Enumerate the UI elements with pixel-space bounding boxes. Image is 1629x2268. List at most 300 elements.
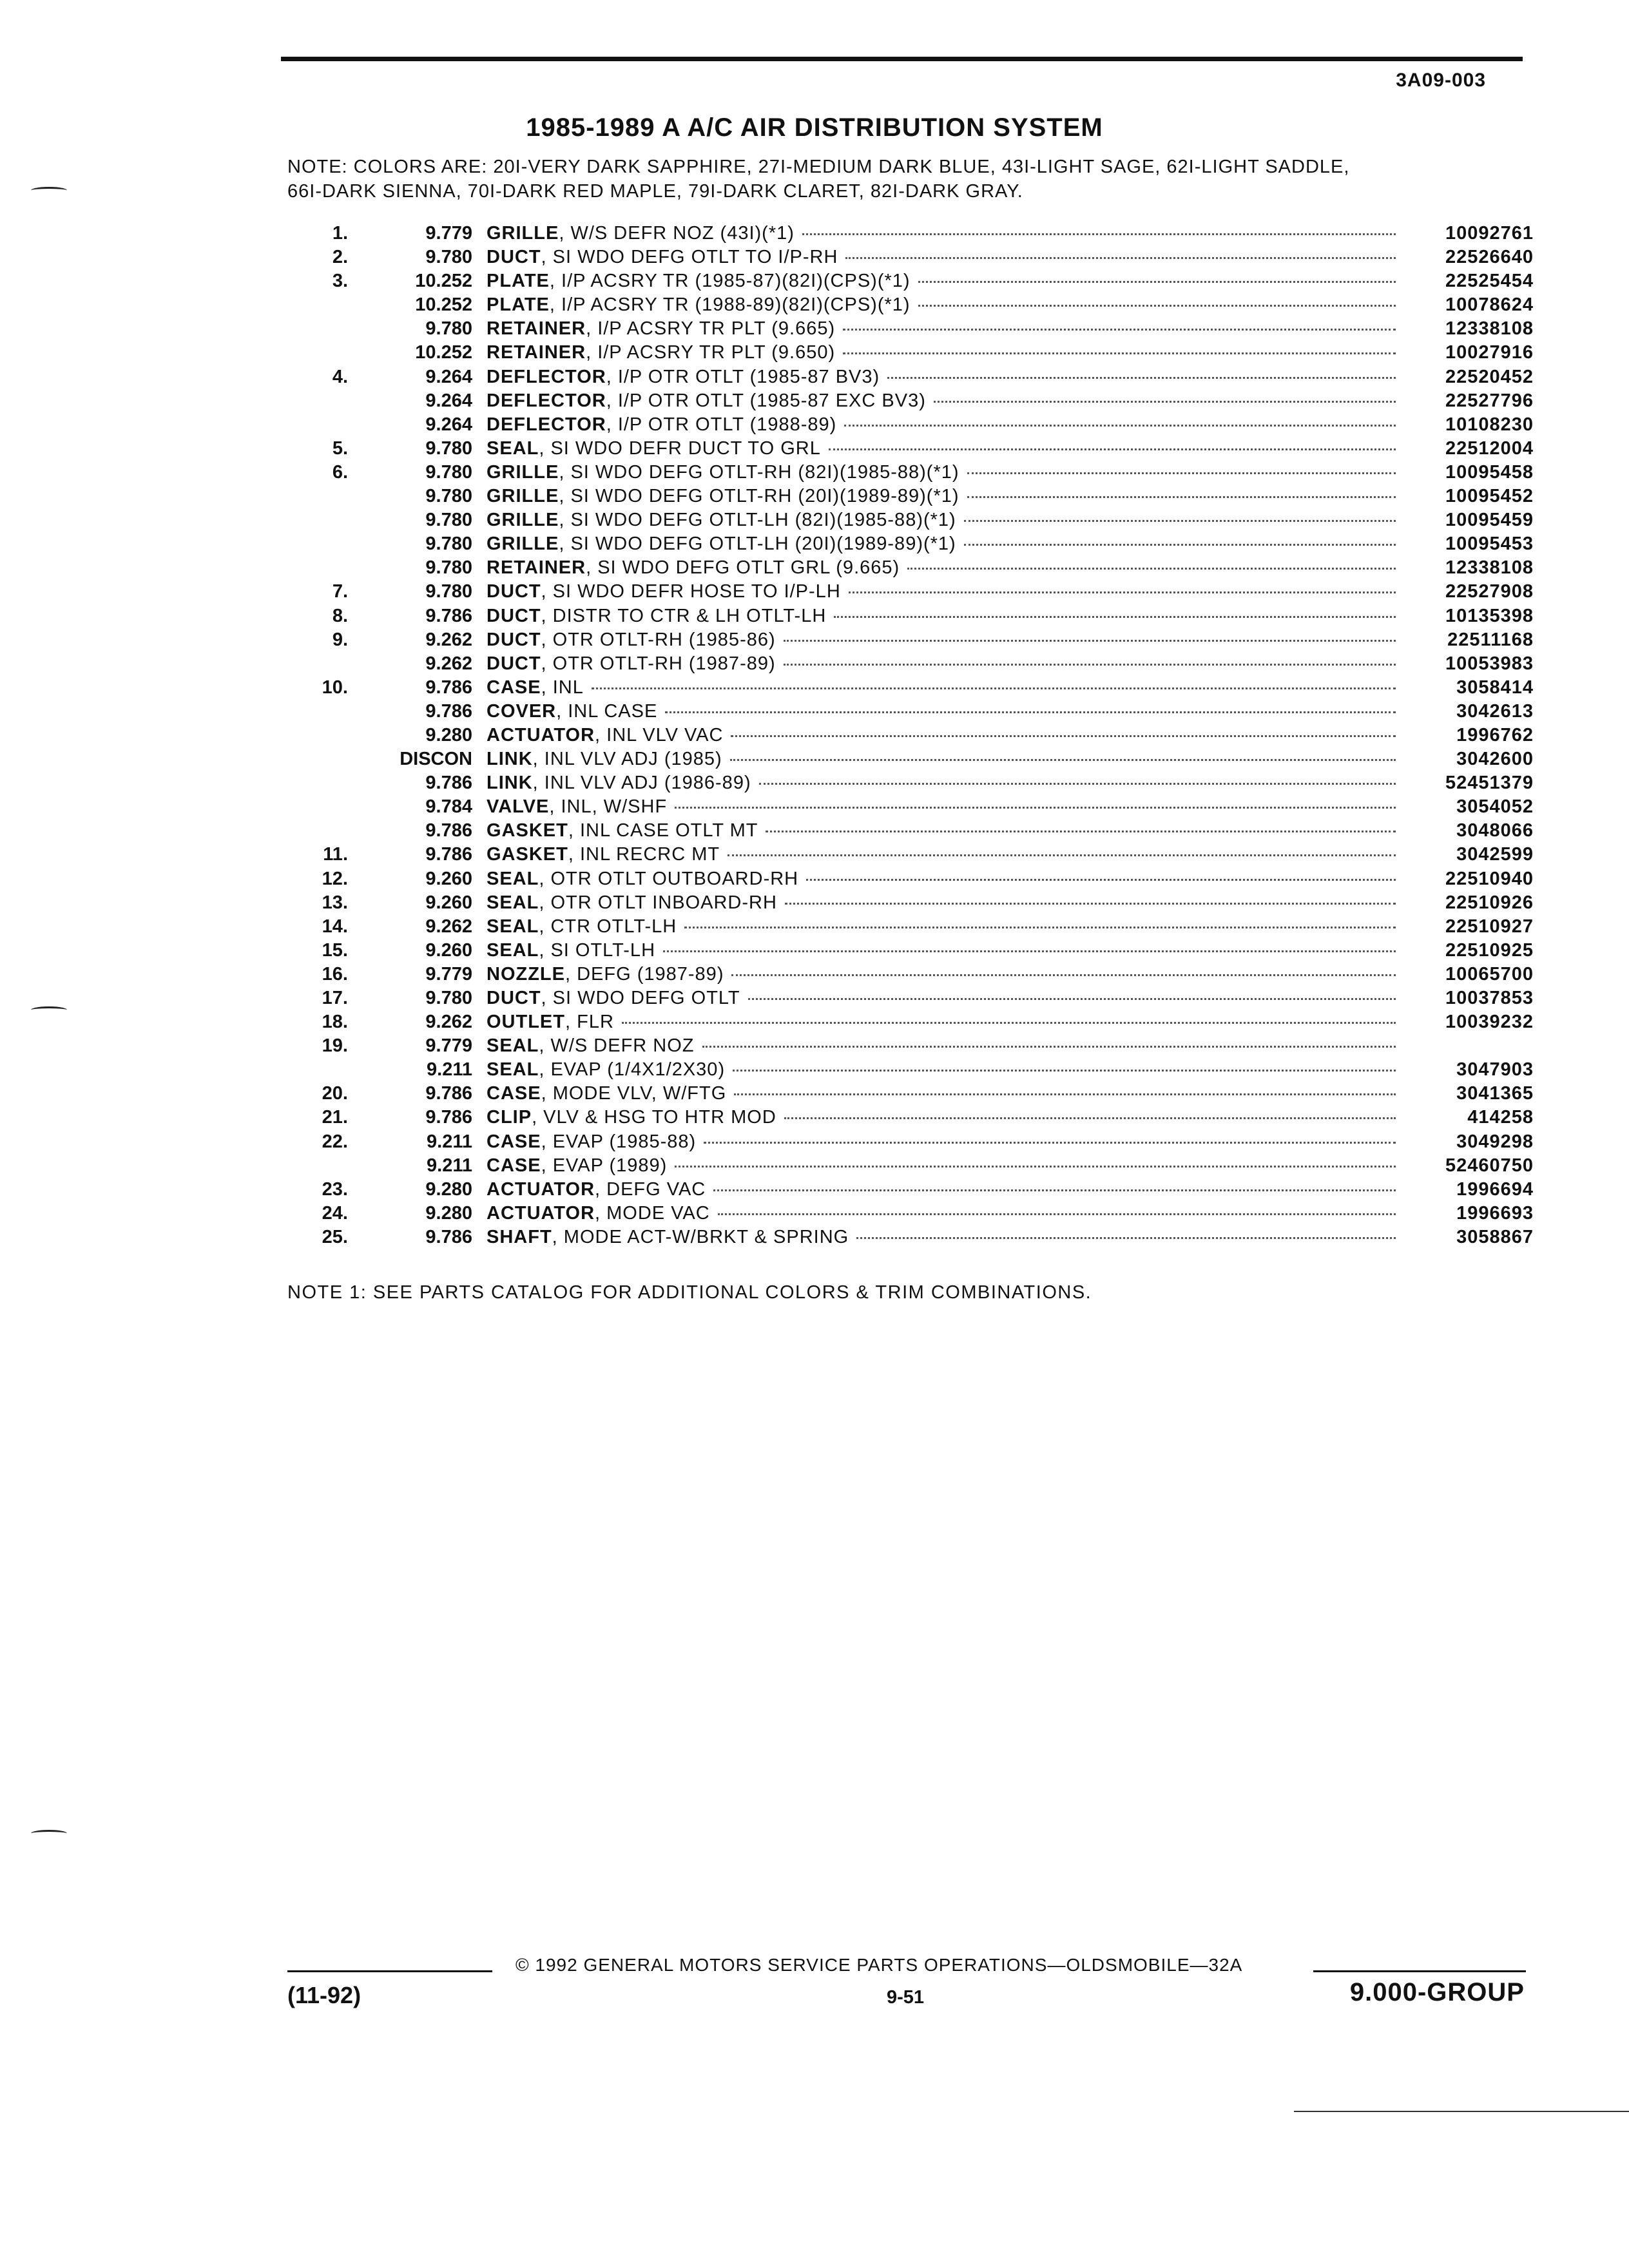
part-number: 3058867 <box>1456 1226 1534 1247</box>
part-number: 3041365 <box>1456 1083 1534 1104</box>
group-number: 9.786 <box>425 1107 472 1128</box>
group-number: 9.260 <box>425 939 472 961</box>
part-name: LINK <box>487 749 533 770</box>
dot-leader <box>675 1166 1396 1168</box>
part-description <box>487 1227 1405 1248</box>
dot-leader <box>759 783 1396 785</box>
dot-leader <box>731 974 1396 976</box>
dot-leader <box>964 520 1396 522</box>
part-detail: , I/P ACSRY TR (1985-87)(82I)(CPS)(*1) <box>549 271 911 292</box>
part-detail: , INL CASE <box>556 700 658 722</box>
part-number: 22512004 <box>1445 437 1534 459</box>
group-number: 9.264 <box>425 390 472 411</box>
part-detail: , VLV & HSG TO HTR MOD <box>532 1107 776 1128</box>
part-description <box>487 223 1405 244</box>
group-number: 9.262 <box>425 916 472 937</box>
part-detail: , INL VLV ADJ (1985) <box>532 749 722 770</box>
document-code: 3A09-003 <box>1396 70 1486 91</box>
part-description <box>487 629 1405 651</box>
part-name: SEAL <box>487 1059 539 1081</box>
group-number: 9.780 <box>425 510 472 531</box>
group-number: 9.780 <box>425 557 472 579</box>
part-detail: , SI WDO DEFR DUCT TO GRL <box>539 437 821 459</box>
part-row <box>284 462 1534 486</box>
group-number: 9.786 <box>425 844 472 865</box>
group-number: 9.780 <box>425 437 472 459</box>
group-number: 9.779 <box>425 963 472 985</box>
ref-number: 6. <box>332 461 348 483</box>
part-name: DEFLECTOR <box>487 390 606 411</box>
part-description <box>487 390 1405 412</box>
group-number: 9.211 <box>427 1155 472 1176</box>
part-name: CLIP <box>487 1107 532 1128</box>
part-number: 414258 <box>1467 1107 1534 1128</box>
part-row <box>284 294 1534 318</box>
ref-number: 15. <box>322 939 348 961</box>
dot-leader <box>829 448 1396 450</box>
ref-number: 14. <box>322 916 348 937</box>
part-description <box>487 318 1405 340</box>
part-detail: , W/S DEFR NOZ (43I)(*1) <box>559 223 795 244</box>
part-row <box>284 318 1534 342</box>
dot-leader <box>834 616 1396 618</box>
part-description <box>487 606 1405 627</box>
part-number: 10065700 <box>1445 963 1534 985</box>
group-number: 9.786 <box>425 773 472 794</box>
ref-number: 5. <box>332 437 348 459</box>
part-detail: , I/P ACSRY TR (1988-89)(82I)(CPS)(*1) <box>549 294 911 316</box>
group-number: 9.262 <box>425 1012 472 1033</box>
part-description <box>487 1059 1405 1081</box>
margin-mark <box>31 1006 67 1014</box>
part-description <box>487 1179 1405 1200</box>
part-detail: , DEFG VAC <box>595 1178 706 1200</box>
group-number: 9.211 <box>427 1131 472 1152</box>
part-name: GASKET <box>487 820 568 841</box>
dot-leader <box>622 1022 1396 1024</box>
part-name: DUCT <box>487 581 541 602</box>
part-row <box>284 342 1534 366</box>
part-row <box>284 1203 1534 1227</box>
dot-leader <box>843 329 1396 331</box>
part-detail: , OTR OTLT INBOARD-RH <box>539 892 777 913</box>
group-number: 9.786 <box>425 677 472 698</box>
part-row <box>284 1059 1534 1083</box>
ref-number: 21. <box>322 1107 348 1128</box>
part-row <box>284 701 1534 725</box>
group-number: 10.252 <box>415 342 472 363</box>
group-number: 9.780 <box>425 988 472 1008</box>
dot-leader <box>733 1070 1396 1072</box>
group-number: 9.264 <box>425 414 472 435</box>
ref-number: 19. <box>322 1035 348 1057</box>
part-name: DEFLECTOR <box>487 366 606 387</box>
part-row <box>284 820 1534 844</box>
part-row <box>284 223 1534 247</box>
group-number: 9.786 <box>425 820 472 841</box>
part-name: ACTUATOR <box>487 724 595 745</box>
part-detail: , SI WDO DEFG OTLT GRL (9.665) <box>586 557 900 579</box>
group-number: 9.786 <box>425 1083 472 1104</box>
part-number: 22511168 <box>1447 629 1534 650</box>
dot-leader <box>728 854 1396 856</box>
part-description <box>487 510 1405 531</box>
dot-leader <box>845 257 1396 259</box>
part-number: 12338108 <box>1445 318 1534 340</box>
part-row <box>284 1179 1534 1203</box>
ref-number: 18. <box>322 1012 348 1033</box>
copyright-text: © 1992 GENERAL MOTORS SERVICE PARTS OPERATIONS—OLDSMOBILE—32A <box>516 1955 1243 1975</box>
part-number: 52451379 <box>1445 773 1534 794</box>
part-name: ACTUATOR <box>487 1178 595 1200</box>
part-detail: , MODE ACT-W/BRKT & SPRING <box>552 1226 849 1247</box>
dot-leader <box>964 544 1396 546</box>
dot-leader <box>675 807 1396 809</box>
part-name: GRILLE <box>487 533 559 555</box>
part-description <box>487 271 1405 292</box>
group-number: 9.780 <box>425 486 472 507</box>
part-detail: , INL CASE OTLT MT <box>568 820 758 841</box>
part-name: SHAFT <box>487 1226 552 1247</box>
group-number: 9.780 <box>425 581 472 602</box>
part-row <box>284 557 1534 581</box>
dot-leader <box>704 1142 1396 1144</box>
part-description <box>487 1203 1405 1224</box>
part-detail: , OTR OTLT-RH (1985-86) <box>541 629 776 650</box>
part-name: DUCT <box>487 988 541 1008</box>
part-name: SEAL <box>487 939 539 961</box>
dot-leader <box>806 879 1396 881</box>
part-row <box>284 1131 1534 1155</box>
part-number: 3048066 <box>1456 820 1534 841</box>
part-number: 1996762 <box>1456 724 1534 745</box>
ref-number: 10. <box>322 677 348 698</box>
dot-leader <box>730 759 1396 761</box>
part-row <box>284 271 1534 294</box>
part-description <box>487 1035 1405 1057</box>
group-number: 9.779 <box>425 1035 472 1057</box>
part-detail: , SI WDO DEFG OTLT <box>541 988 740 1008</box>
dot-leader <box>844 425 1396 427</box>
part-row <box>284 367 1534 390</box>
dot-leader <box>784 640 1396 642</box>
part-number: 22525454 <box>1445 271 1534 292</box>
part-row <box>284 677 1534 701</box>
part-description <box>487 1131 1405 1153</box>
part-row <box>284 892 1534 916</box>
part-description <box>487 916 1405 937</box>
part-description <box>487 486 1405 507</box>
page-title: 1985-1989 A A/C AIR DISTRIBUTION SYSTEM <box>526 113 1103 142</box>
ref-number: 1. <box>332 223 348 244</box>
part-detail: , MODE VAC <box>595 1202 710 1224</box>
revision-date: (11-92) <box>287 1982 361 2008</box>
part-row <box>284 773 1534 796</box>
part-row <box>284 796 1534 820</box>
part-name: SEAL <box>487 1035 539 1057</box>
part-number: 1996693 <box>1456 1202 1534 1224</box>
group-number: 9.780 <box>425 461 472 483</box>
part-row <box>284 629 1534 653</box>
part-name: GRILLE <box>487 510 559 531</box>
part-description <box>487 557 1405 579</box>
part-row <box>284 988 1534 1012</box>
part-number: 10095452 <box>1445 486 1534 507</box>
part-detail: , INL <box>541 677 584 698</box>
part-name: CASE <box>487 1131 541 1152</box>
part-detail: , I/P OTR OTLT (1988-89) <box>606 414 837 435</box>
dot-leader <box>663 950 1396 952</box>
group-number: 9.211 <box>427 1059 472 1081</box>
ref-number: 17. <box>322 988 348 1008</box>
part-name: RETAINER <box>487 557 586 579</box>
part-description <box>487 653 1405 675</box>
ref-number: 3. <box>332 271 348 292</box>
ref-number: 8. <box>332 605 348 626</box>
part-row <box>284 486 1534 510</box>
part-description <box>487 869 1405 890</box>
part-detail: , SI WDO DEFG OTLT-LH (20I)(1989-89)(*1) <box>559 533 956 555</box>
part-row <box>284 390 1534 414</box>
part-name: DEFLECTOR <box>487 414 606 435</box>
dot-leader <box>748 998 1396 1000</box>
color-note-line-1: NOTE: COLORS ARE: 20I-VERY DARK SAPPHIRE, 27I-MEDIUM DARK BLUE, 43I-LIGHT SAGE, 62I-LIGHT SADDLE, <box>287 157 1350 177</box>
group-number: 9.786 <box>425 605 472 626</box>
part-description <box>487 1083 1405 1104</box>
group-number: 9.780 <box>425 533 472 555</box>
part-number: 22510940 <box>1445 868 1534 889</box>
part-name: LINK <box>487 773 533 794</box>
group-number: 9.262 <box>425 629 472 650</box>
group-number: 9.779 <box>425 223 472 244</box>
part-row <box>284 749 1534 773</box>
part-detail: , EVAP (1/4X1/2X30) <box>539 1059 726 1081</box>
part-detail: , EVAP (1985-88) <box>541 1131 697 1152</box>
group-label: 9.000-GROUP <box>1349 1978 1525 2006</box>
part-row <box>284 964 1534 988</box>
part-description <box>487 892 1405 914</box>
dot-leader <box>713 1189 1396 1191</box>
part-detail: , I/P OTR OTLT (1985-87 EXC BV3) <box>606 390 926 411</box>
part-description <box>487 940 1405 961</box>
part-name: DUCT <box>487 653 541 674</box>
part-number: 3042599 <box>1456 844 1534 865</box>
dot-leader <box>802 233 1396 235</box>
group-number: 9.786 <box>425 700 472 722</box>
part-name: DUCT <box>487 605 541 626</box>
ref-number: 13. <box>322 892 348 913</box>
group-number: 9.784 <box>425 796 472 818</box>
part-row <box>284 653 1534 677</box>
part-row <box>284 606 1534 629</box>
group-number: 10.252 <box>415 271 472 292</box>
color-note-line-2: 66I-DARK SIENNA, 70I-DARK RED MAPLE, 79I-DARK CLARET, 82I-DARK GRAY. <box>287 181 1023 202</box>
part-detail: , SI WDO DEFG OTLT-LH (82I)(1985-88)(*1) <box>559 510 956 531</box>
page-number: 9-51 <box>887 1987 925 2008</box>
margin-mark <box>31 1830 67 1837</box>
dot-leader <box>702 1046 1396 1048</box>
dot-leader <box>731 735 1396 737</box>
dot-leader <box>784 664 1396 666</box>
part-detail: , I/P ACSRY TR PLT (9.650) <box>586 342 836 363</box>
part-detail: , INL VLV ADJ (1986-89) <box>532 773 751 794</box>
dot-leader <box>785 903 1396 905</box>
part-number: 3042613 <box>1456 700 1534 722</box>
part-description <box>487 414 1405 436</box>
part-number: 22510927 <box>1445 916 1534 937</box>
part-number: 22526640 <box>1445 247 1534 268</box>
part-description <box>487 988 1405 1009</box>
part-description <box>487 462 1405 483</box>
part-number: 3054052 <box>1456 796 1534 818</box>
group-number: 9.260 <box>425 892 472 913</box>
part-row <box>284 510 1534 533</box>
part-row <box>284 414 1534 438</box>
dot-leader <box>907 568 1396 570</box>
part-number: 10053983 <box>1445 653 1534 674</box>
group-number: 9.280 <box>425 1178 472 1200</box>
part-name: SEAL <box>487 437 539 459</box>
part-description <box>487 796 1405 818</box>
part-description <box>487 1012 1405 1033</box>
part-name: GRILLE <box>487 486 559 507</box>
part-name: RETAINER <box>487 342 586 363</box>
part-detail: , OTR OTLT OUTBOARD-RH <box>539 868 799 889</box>
footer-rule-right <box>1313 1970 1526 1972</box>
part-name: DUCT <box>487 629 541 650</box>
dot-leader <box>718 1213 1396 1215</box>
part-number: 3049298 <box>1456 1131 1534 1152</box>
dot-leader <box>592 687 1396 689</box>
part-description <box>487 964 1405 985</box>
part-row <box>284 725 1534 749</box>
part-detail: , FLR <box>565 1012 614 1033</box>
part-name: PLATE <box>487 271 550 292</box>
group-number: 9.780 <box>425 318 472 340</box>
part-detail: , I/P OTR OTLT (1985-87 BV3) <box>606 366 880 387</box>
part-description <box>487 820 1405 841</box>
part-detail: , INL RECRC MT <box>568 844 720 865</box>
part-detail: , EVAP (1989) <box>541 1155 668 1176</box>
part-name: OUTLET <box>487 1012 565 1033</box>
part-row <box>284 916 1534 940</box>
part-name: ACTUATOR <box>487 1202 595 1224</box>
part-name: CASE <box>487 1155 541 1176</box>
margin-mark <box>31 187 67 194</box>
part-row <box>284 247 1534 271</box>
part-description <box>487 677 1405 698</box>
ref-number: 22. <box>322 1131 348 1152</box>
part-name: PLATE <box>487 294 550 316</box>
part-row <box>284 869 1534 892</box>
ref-number: 25. <box>322 1226 348 1247</box>
part-description <box>487 701 1405 722</box>
part-name: CASE <box>487 677 541 698</box>
part-row <box>284 1012 1534 1035</box>
part-row <box>284 1035 1534 1059</box>
part-number: 10095459 <box>1445 510 1534 531</box>
part-number: 10095453 <box>1445 533 1534 555</box>
part-name: GRILLE <box>487 461 559 483</box>
part-row <box>284 1107 1534 1131</box>
ref-number: 20. <box>322 1083 348 1104</box>
top-rule <box>281 57 1523 61</box>
group-number: 10.252 <box>415 294 472 316</box>
group-number: 9.262 <box>425 653 472 674</box>
part-row <box>284 1227 1534 1251</box>
part-description <box>487 342 1405 363</box>
part-name: SEAL <box>487 868 539 889</box>
part-description <box>487 581 1405 602</box>
part-number: 22527796 <box>1445 390 1534 411</box>
part-detail: , W/S DEFR NOZ <box>539 1035 695 1057</box>
dot-leader <box>887 377 1396 379</box>
part-description <box>487 438 1405 459</box>
part-description <box>487 749 1405 770</box>
part-row <box>284 940 1534 964</box>
part-description <box>487 725 1405 746</box>
part-detail: , SI WDO DEFG OTLT-RH (20I)(1989-89)(*1) <box>559 486 959 507</box>
part-row <box>284 533 1534 557</box>
ref-number: 4. <box>332 366 348 387</box>
footnote: NOTE 1: SEE PARTS CATALOG FOR ADDITIONAL COLORS & TRIM COMBINATIONS. <box>287 1282 1092 1303</box>
part-name: COVER <box>487 700 557 722</box>
part-number: 10092761 <box>1445 223 1534 244</box>
dot-leader <box>843 352 1396 354</box>
ref-number: 11. <box>323 844 348 865</box>
part-description <box>487 294 1405 316</box>
dot-leader <box>918 281 1396 283</box>
part-name: GRILLE <box>487 223 559 244</box>
group-number: 9.280 <box>425 1202 472 1224</box>
part-description <box>487 773 1405 794</box>
dot-leader <box>784 1117 1396 1119</box>
dot-leader <box>967 472 1396 474</box>
part-number: 10108230 <box>1445 414 1534 435</box>
part-detail: , INL VLV VAC <box>595 724 724 745</box>
group-number: 9.260 <box>425 868 472 889</box>
footer-rule-left <box>287 1970 492 1972</box>
dot-leader <box>856 1237 1396 1239</box>
ref-number: 24. <box>322 1202 348 1224</box>
part-number: 10027916 <box>1445 342 1534 363</box>
group-number: 9.786 <box>425 1226 472 1247</box>
part-name: DUCT <box>487 247 541 268</box>
part-number: 12338108 <box>1445 557 1534 579</box>
part-description <box>487 367 1405 388</box>
part-number: 10078624 <box>1445 294 1534 316</box>
part-description <box>487 1155 1405 1177</box>
part-number: 10095458 <box>1445 461 1534 483</box>
part-row <box>284 1155 1534 1179</box>
ref-number: 12. <box>322 868 348 889</box>
part-name: VALVE <box>487 796 550 818</box>
part-name: NOZZLE <box>487 963 565 985</box>
part-number: 22510926 <box>1445 892 1534 913</box>
part-detail: , INL, W/SHF <box>549 796 668 818</box>
part-detail: , CTR OTLT-LH <box>539 916 677 937</box>
part-detail: , SI WDO DEFR HOSE TO I/P-LH <box>541 581 841 602</box>
part-detail: , DISTR TO CTR & LH OTLT-LH <box>541 605 827 626</box>
part-number: 3058414 <box>1456 677 1534 698</box>
part-number: 3047903 <box>1456 1059 1534 1081</box>
part-detail: , SI WDO DEFG OTLT-RH (82I)(1985-88)(*1) <box>559 461 959 483</box>
ref-number: 2. <box>332 247 348 268</box>
part-description <box>487 1107 1405 1128</box>
dot-leader <box>918 305 1396 307</box>
group-number: DISCON <box>400 749 472 770</box>
part-name: SEAL <box>487 892 539 913</box>
